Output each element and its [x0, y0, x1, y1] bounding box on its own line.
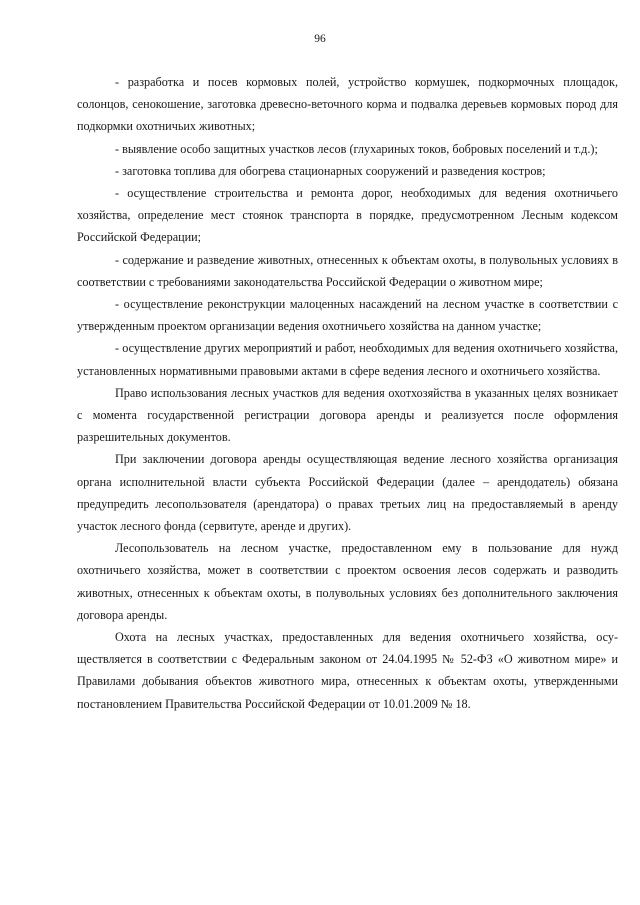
paragraph-fuel: - заготовка топлива для обогрева стационарных сооружений и разведения костров;: [115, 163, 546, 178]
paragraph-lease-agreement: При заключении договора аренды осуществляющая ведение лесного хозяйства организация органа исполнительной власти субъекта Российской Федерации (далее – арендодатель) обязана предупредить лесопользователя (арендатора) о правах третьих лиц на предоставляемый в аренду участок лесного фонда (сервитуте, аренде и других).: [77, 452, 618, 534]
paragraph-protective-areas: - выявление особо защитных участков лесов (глухариных токов, бобровых поселений и т.д.);: [115, 141, 598, 156]
paragraph-breeding: - содержание и разведение животных, отнесенных к объектам охоты, в полувольных условиях в соответствии с требованиями законодательства Российской Федерации о животном мире;: [77, 252, 618, 289]
paragraph-roads: - осуществление строительства и ремонта дорог, необходимых для ведения охотничьего хозяйства, определение мест стоянок транспорта в порядке, предусмотренном Лесным кодексом Российской Федерации;: [77, 186, 618, 245]
paragraph-feeding-fields: - разработка и посев кормовых полей, устройство кормушек, подкормочных площадок, солонцов, сенокошение, заготовка древесно-веточного корма и подвалка деревьев кормовых пород для подкормки охотничьих животных;: [77, 75, 618, 134]
paragraph-other-measures: - осуществление других мероприятий и работ, необходимых для ведения охотничьего хозяйства, установленных нормативными правовыми актами в сфере ведения лесного и охотничьего хозяйства.: [77, 341, 618, 378]
page-number: 96: [314, 33, 326, 45]
paragraph-usage-right: Право использования лесных участков для ведения охотхозяйства в указанных целях возникает с момента государственной регистрации договора аренды и реализуется после оформления разрешительных документов.: [77, 385, 618, 445]
paragraph-reconstruction: - осуществление реконструкции малоценных насаждений на лесном участке в соответствии с утвержденным проектом организации ведения охотничьего хозяйства на данном участке;: [77, 297, 618, 334]
paragraph-forest-user: Лесопользователь на лесном участке, предоставленном ему в пользование для нужд охотничьего хозяйства, может в соответствии с проектом освоения лесов содержать и разводить животных, отнесенных к объектам охоты, в полувольных условиях без дополнительного заключения договора аренды.: [77, 541, 618, 622]
body-text: [77, 71, 618, 715]
paragraph-hunting: Охота на лесных участках, предоставленных для ведения охотничьего хозяйства, осуществляется в соответствии с Федеральным законом от 24.04.1995 № 52-ФЗ «О животном мире» и Правилами добывания объектов животного мира, отнесенных к объектам охоты, утвержденными постановлением Правительства Российской Федерации от 10.01.2009 № 18.: [77, 630, 618, 711]
